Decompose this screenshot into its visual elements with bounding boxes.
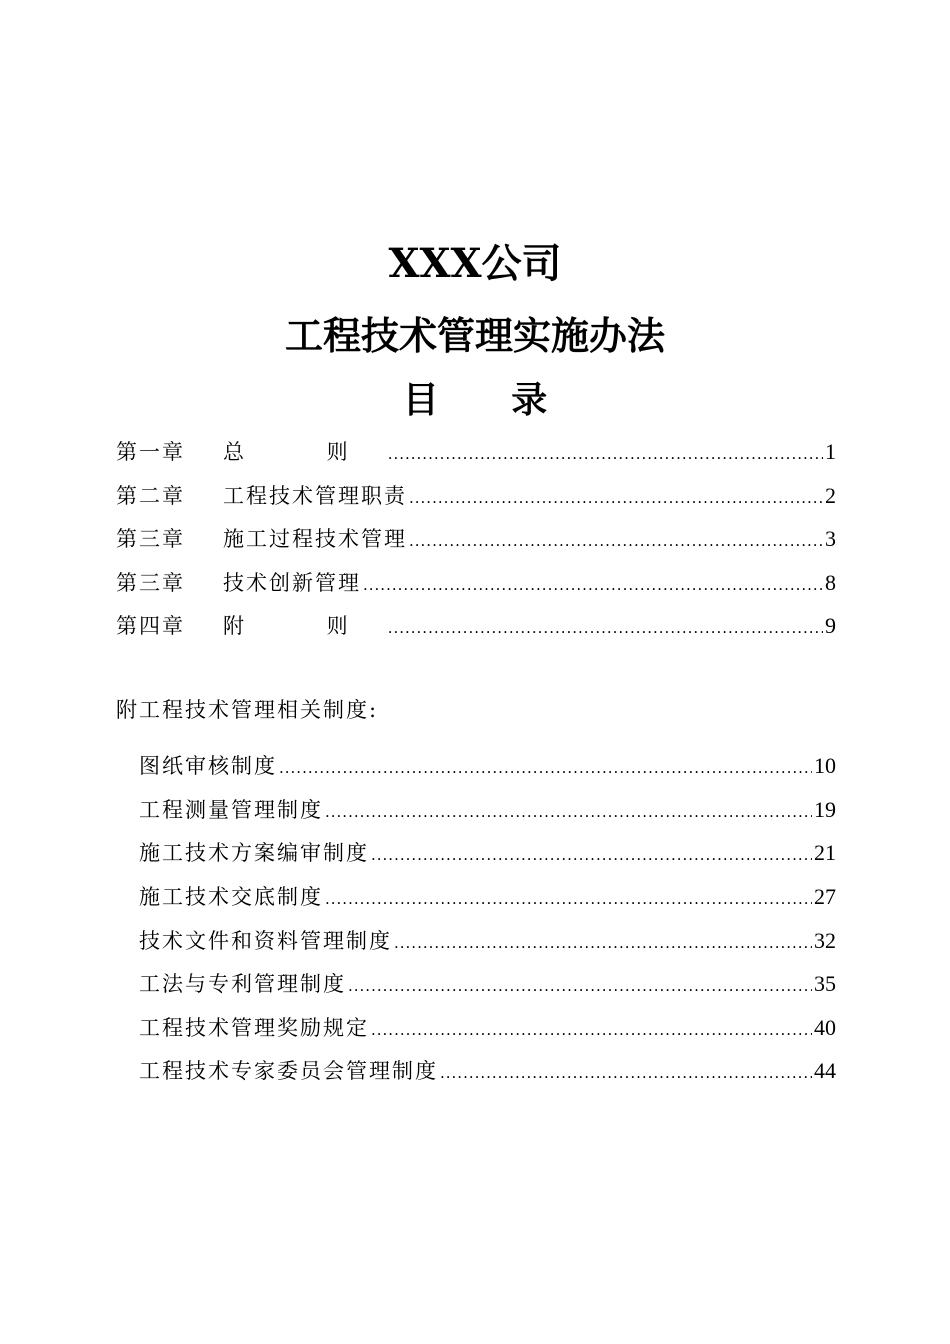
page-number: 40 [814, 1015, 836, 1040]
page-number: 1 [825, 439, 836, 464]
appendix-item-title: 施工技术方案编审制度 [139, 841, 369, 865]
page-number: 10 [814, 753, 836, 778]
chapter-title: 施工过程技术管理 [223, 527, 407, 551]
toc-entry[interactable] [116, 611, 836, 643]
appendix-item-title: 工程测量管理制度 [139, 798, 323, 822]
appendix-item-title: 工法与专利管理制度 [139, 972, 346, 996]
toc-entry[interactable] [139, 838, 836, 870]
appendix-heading: 附工程技术管理相关制度: [116, 698, 379, 722]
document-title: 工程技术管理实施办法 [284, 313, 665, 358]
dot-leader [388, 613, 823, 643]
page-number: 2 [825, 483, 836, 508]
toc-entry[interactable] [139, 751, 836, 783]
toc-entry[interactable] [116, 481, 836, 513]
dot-leader [388, 439, 823, 469]
page-number: 44 [814, 1058, 836, 1083]
toc-entry[interactable] [139, 926, 836, 958]
dot-leader [371, 840, 812, 870]
dot-leader [325, 884, 812, 914]
toc-title: 目 录 [402, 379, 578, 421]
dot-leader [394, 928, 812, 958]
chapter-number: 第四章 [116, 614, 185, 638]
dot-leader [440, 1058, 812, 1088]
page-number: 3 [825, 526, 836, 551]
page-number: 32 [814, 928, 836, 953]
toc-entry[interactable] [116, 568, 836, 600]
dot-leader [363, 570, 823, 600]
chapter-number: 第三章 [116, 571, 185, 595]
chapter-number: 第一章 [116, 440, 185, 464]
appendix-item-title: 图纸审核制度 [139, 754, 277, 778]
chapter-title: 工程技术管理职责 [223, 484, 407, 508]
page-number: 35 [814, 971, 836, 996]
appendix-item-title: 工程技术专家委员会管理制度 [139, 1059, 438, 1083]
chapter-title: 附 则 [223, 614, 386, 638]
toc-entry[interactable] [139, 969, 836, 1001]
page-number: 9 [825, 613, 836, 638]
dot-leader [348, 971, 812, 1001]
chapter-number: 第三章 [116, 527, 185, 551]
page-number: 8 [825, 570, 836, 595]
appendix-item-title: 技术文件和资料管理制度 [139, 929, 392, 953]
toc-entry[interactable] [139, 1056, 836, 1088]
appendix-item-title: 施工技术交底制度 [139, 885, 323, 909]
toc-entry[interactable] [116, 524, 836, 556]
dot-leader [325, 797, 812, 827]
toc-entry[interactable] [139, 1013, 836, 1045]
toc-entry[interactable] [139, 795, 836, 827]
dot-leader [409, 526, 823, 556]
page-number: 21 [814, 840, 836, 865]
appendix-item-title: 工程技术管理奖励规定 [139, 1016, 369, 1040]
chapter-number: 第二章 [116, 484, 185, 508]
toc-entry[interactable] [139, 882, 836, 914]
dot-leader [371, 1015, 812, 1045]
chapter-title: 技术创新管理 [223, 571, 361, 595]
dot-leader [409, 483, 823, 513]
page-number: 27 [814, 884, 836, 909]
company-title: XXX公司 [388, 240, 562, 287]
dot-leader [279, 753, 812, 783]
chapter-title: 总 则 [223, 440, 386, 464]
toc-entry[interactable] [116, 437, 836, 469]
page-number: 19 [814, 797, 836, 822]
